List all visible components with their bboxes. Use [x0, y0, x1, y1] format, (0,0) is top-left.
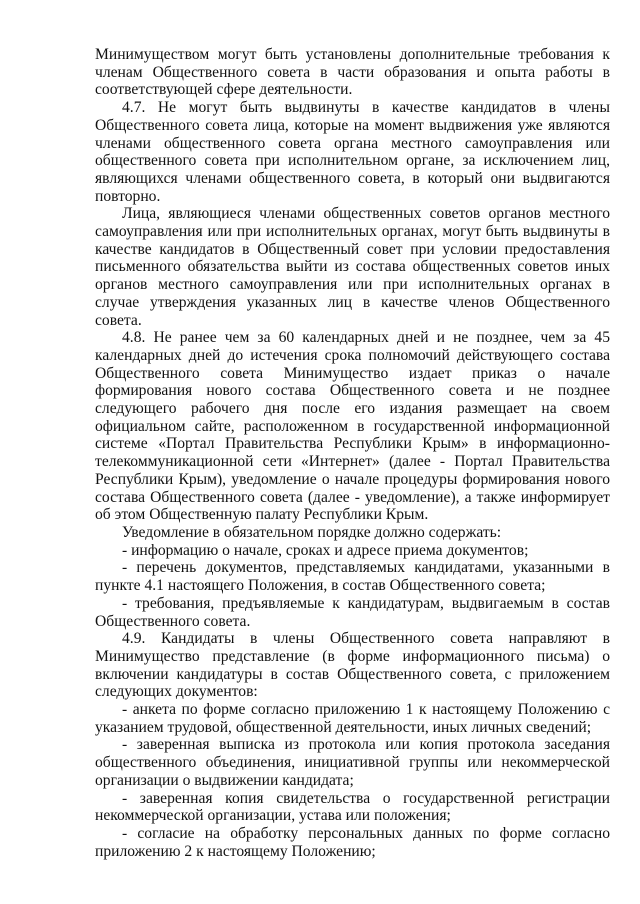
- paragraph-4-7-persons: Лица, являющиеся членами общественных советов органов местного самоуправления или при исполнительных органах, могут быть выдвинуты в качестве кандидатов в Общественный совет при условии предоставления письменного обязательства выйти из состава общественных советов иных органов местного самоуправления или при исполнительных органах в случае утверждения указанных лиц в качестве членов Общественного совета.: [95, 205, 610, 329]
- list-item-questionnaire: - анкета по форме согласно приложению 1 к настоящему Положению с указанием трудовой, общественной деятельности, иных личных сведений;: [95, 701, 610, 736]
- paragraph-4-8: 4.8. Не ранее чем за 60 календарных дней и не позднее, чем за 45 календарных дней до истечения срока полномочий действующего состава Общественного совета Минимущество издает приказ о начале формирования нового состава Общественного совета и не позднее следующего рабочего дня после его издания размещает на своем официальном сайте, расположенном в государственной информационной системе «Портал Правительства Республики Крым» в информационно-телекоммуникационной сети «Интернет» (далее - Портал Правительства Республики Крым), уведомление о начале процедуры формирования нового состава Общественного совета (далее - уведомление), а также информирует об этом Общественную палату Республики Крым.: [95, 329, 610, 524]
- paragraph-requirements: Минимуществом могут быть установлены дополнительные требования к членам Общественного совета в части образования и опыта работы в соответствующей сфере деятельности.: [95, 46, 610, 99]
- list-item-protocol-extract: - заверенная выписка из протокола или копия протокола заседания общественного объединения, инициативной группы или некоммерческой организации о выдвижении кандидата;: [95, 736, 610, 789]
- paragraph-notice-contents: Уведомление в обязательном порядке должно содержать:: [122, 523, 502, 541]
- paragraph-4-9: 4.9. Кандидаты в члены Общественного совета направляют в Минимущество представление (в форме информационного письма) о включении кандидатуры в состав Общественного совета, с приложением следующих документов:: [95, 630, 610, 701]
- list-item-notice-documents: - перечень документов, представляемых кандидатами, указанными в пункте 4.1 настоящего Положения, в состав Общественного совета;: [95, 559, 610, 595]
- list-item-notice-requirements: - требования, предъявляемые к кандидатурам, выдвигаемым в состав Общественного совета.: [95, 594, 610, 630]
- paragraph-4-7: 4.7. Не могут быть выдвинуты в качестве кандидатов в члены Общественного совета лица, которые на момент выдвижения уже являются членами общественного совета органа местного самоуправления или общественного совета при исполнительном органе, за исключением лиц, являющихся членами общественного совета, в который они выдвигаются повторно.: [95, 99, 610, 205]
- list-item-data-consent: - согласие на обработку персональных данных по форме согласно приложению 2 к настоящему Положению;: [95, 824, 610, 860]
- list-item-registration-copy: - заверенная копия свидетельства о государственной регистрации некоммерческой организации, устава или положения;: [95, 789, 610, 825]
- document-body: [95, 46, 610, 860]
- list-item-notice-info: - информацию о начале, сроках и адресе приема документов;: [122, 541, 529, 559]
